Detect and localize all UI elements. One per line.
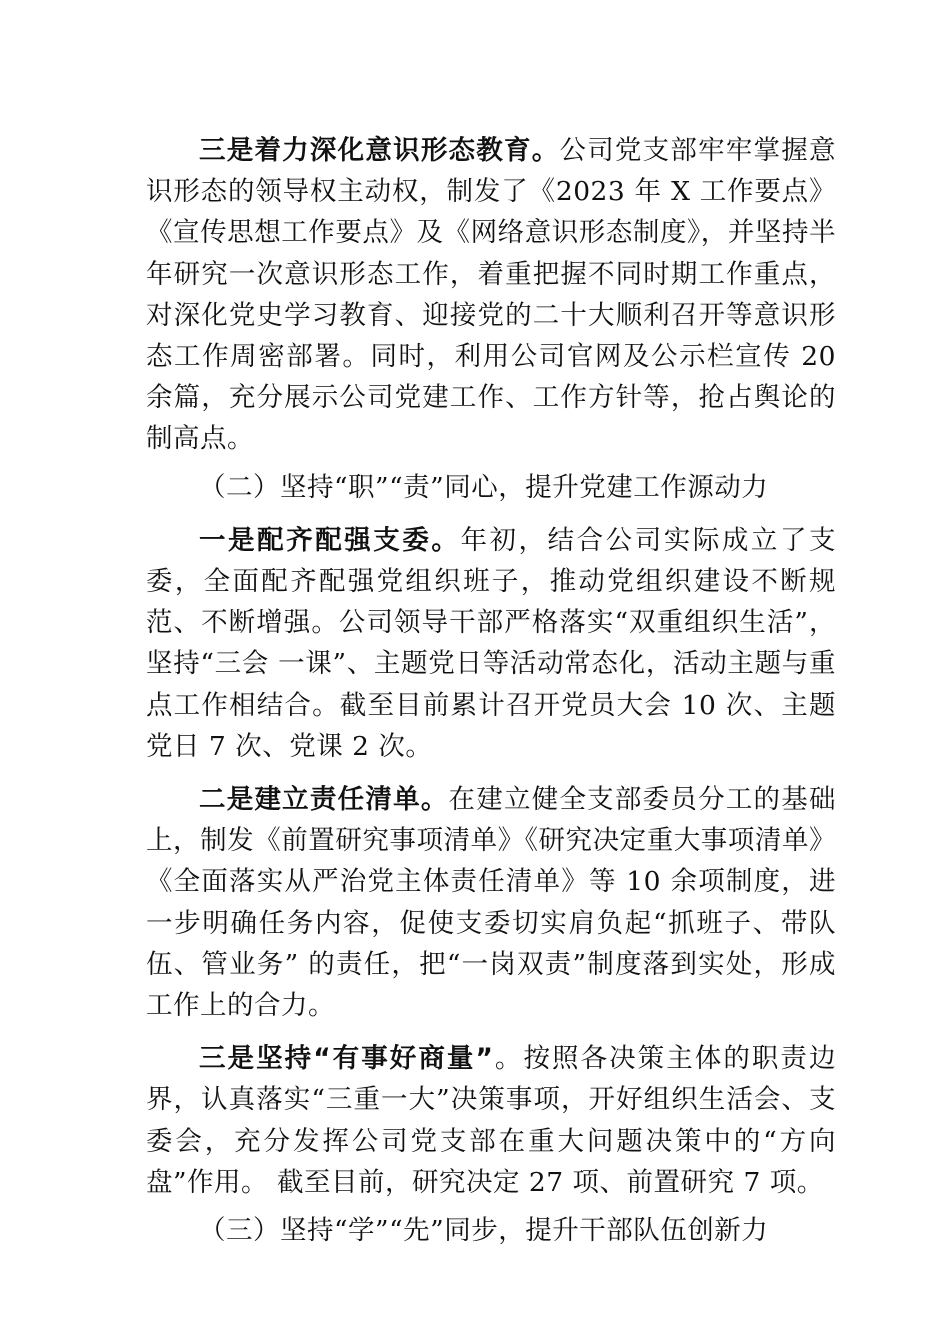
paragraph-committee [146, 520, 836, 767]
paragraph-ideology-education [146, 130, 836, 460]
paragraph-responsibility-list [146, 779, 836, 1026]
paragraph-lead: 一是配齐配强支委。 [199, 524, 461, 556]
section-heading-3: （三）坚持“学”“先”同步，提升干部队伍创新力 [199, 1215, 769, 1247]
paragraph-consultation [146, 1038, 836, 1203]
paragraph-text: 公司党支部牢牢掌握意识形态的领导权主动权，制发了《2023 年 X 工作要点》《宣传思想工作要点》及《网络意识形态制度》，并坚持半年研究一次意识形态工作，着重把握不同时期工作重点，对深化党史学习教育、迎接党的二十大顺利召开等意识形态工作周密部署。同时，利用公司官网及公示栏宣传 20 余篇，充分展示公司党建工作、工作方针等，抢占舆论的制高点。 [146, 135, 837, 455]
section-heading-2: （二）坚持“职”“责”同心，提升党建工作源动力 [199, 471, 769, 503]
paragraph-lead: 三是坚持“有事好商量” [199, 1043, 494, 1075]
paragraph-lead: 二是建立责任清单。 [199, 784, 449, 816]
paragraph-text: 年初，结合公司实际成立了支委，全面配齐配强党组织班子，推动党组织建设不断规范、不断增强。公司领导干部严格落实“双重组织生活”，坚持“三会 一课”、主题党日等活动常态化，活动主题与重点工作相结合。截至目前累计召开党员大会 10 次、主题党日 7 次、党课 2 次。 [146, 524, 837, 762]
paragraph-text: 。按照各决策主体的职责边界，认真落实“三重一大”决策事项，开好组织生活会、支委会，充分发挥公司党支部在重大问题决策中的“方向盘”作用。 截至目前，研究决定 27 项、前置研究 7 项。 [146, 1043, 836, 1198]
paragraph-text: 在建立健全支部委员分工的基础上，制发《前置研究事项清单》《研究决定重大事项清单》《全面落实从严治党主体责任清单》等 10 余项制度，进一步明确任务内容，促使支委切实肩负起“抓班子、带队伍、管业务” 的责任，把“一岗双责”制度落到实处，形成工作上的合力。 [146, 784, 837, 1022]
document-body [146, 130, 836, 1251]
paragraph-lead: 三是着力深化意识形态教育。 [199, 135, 560, 166]
